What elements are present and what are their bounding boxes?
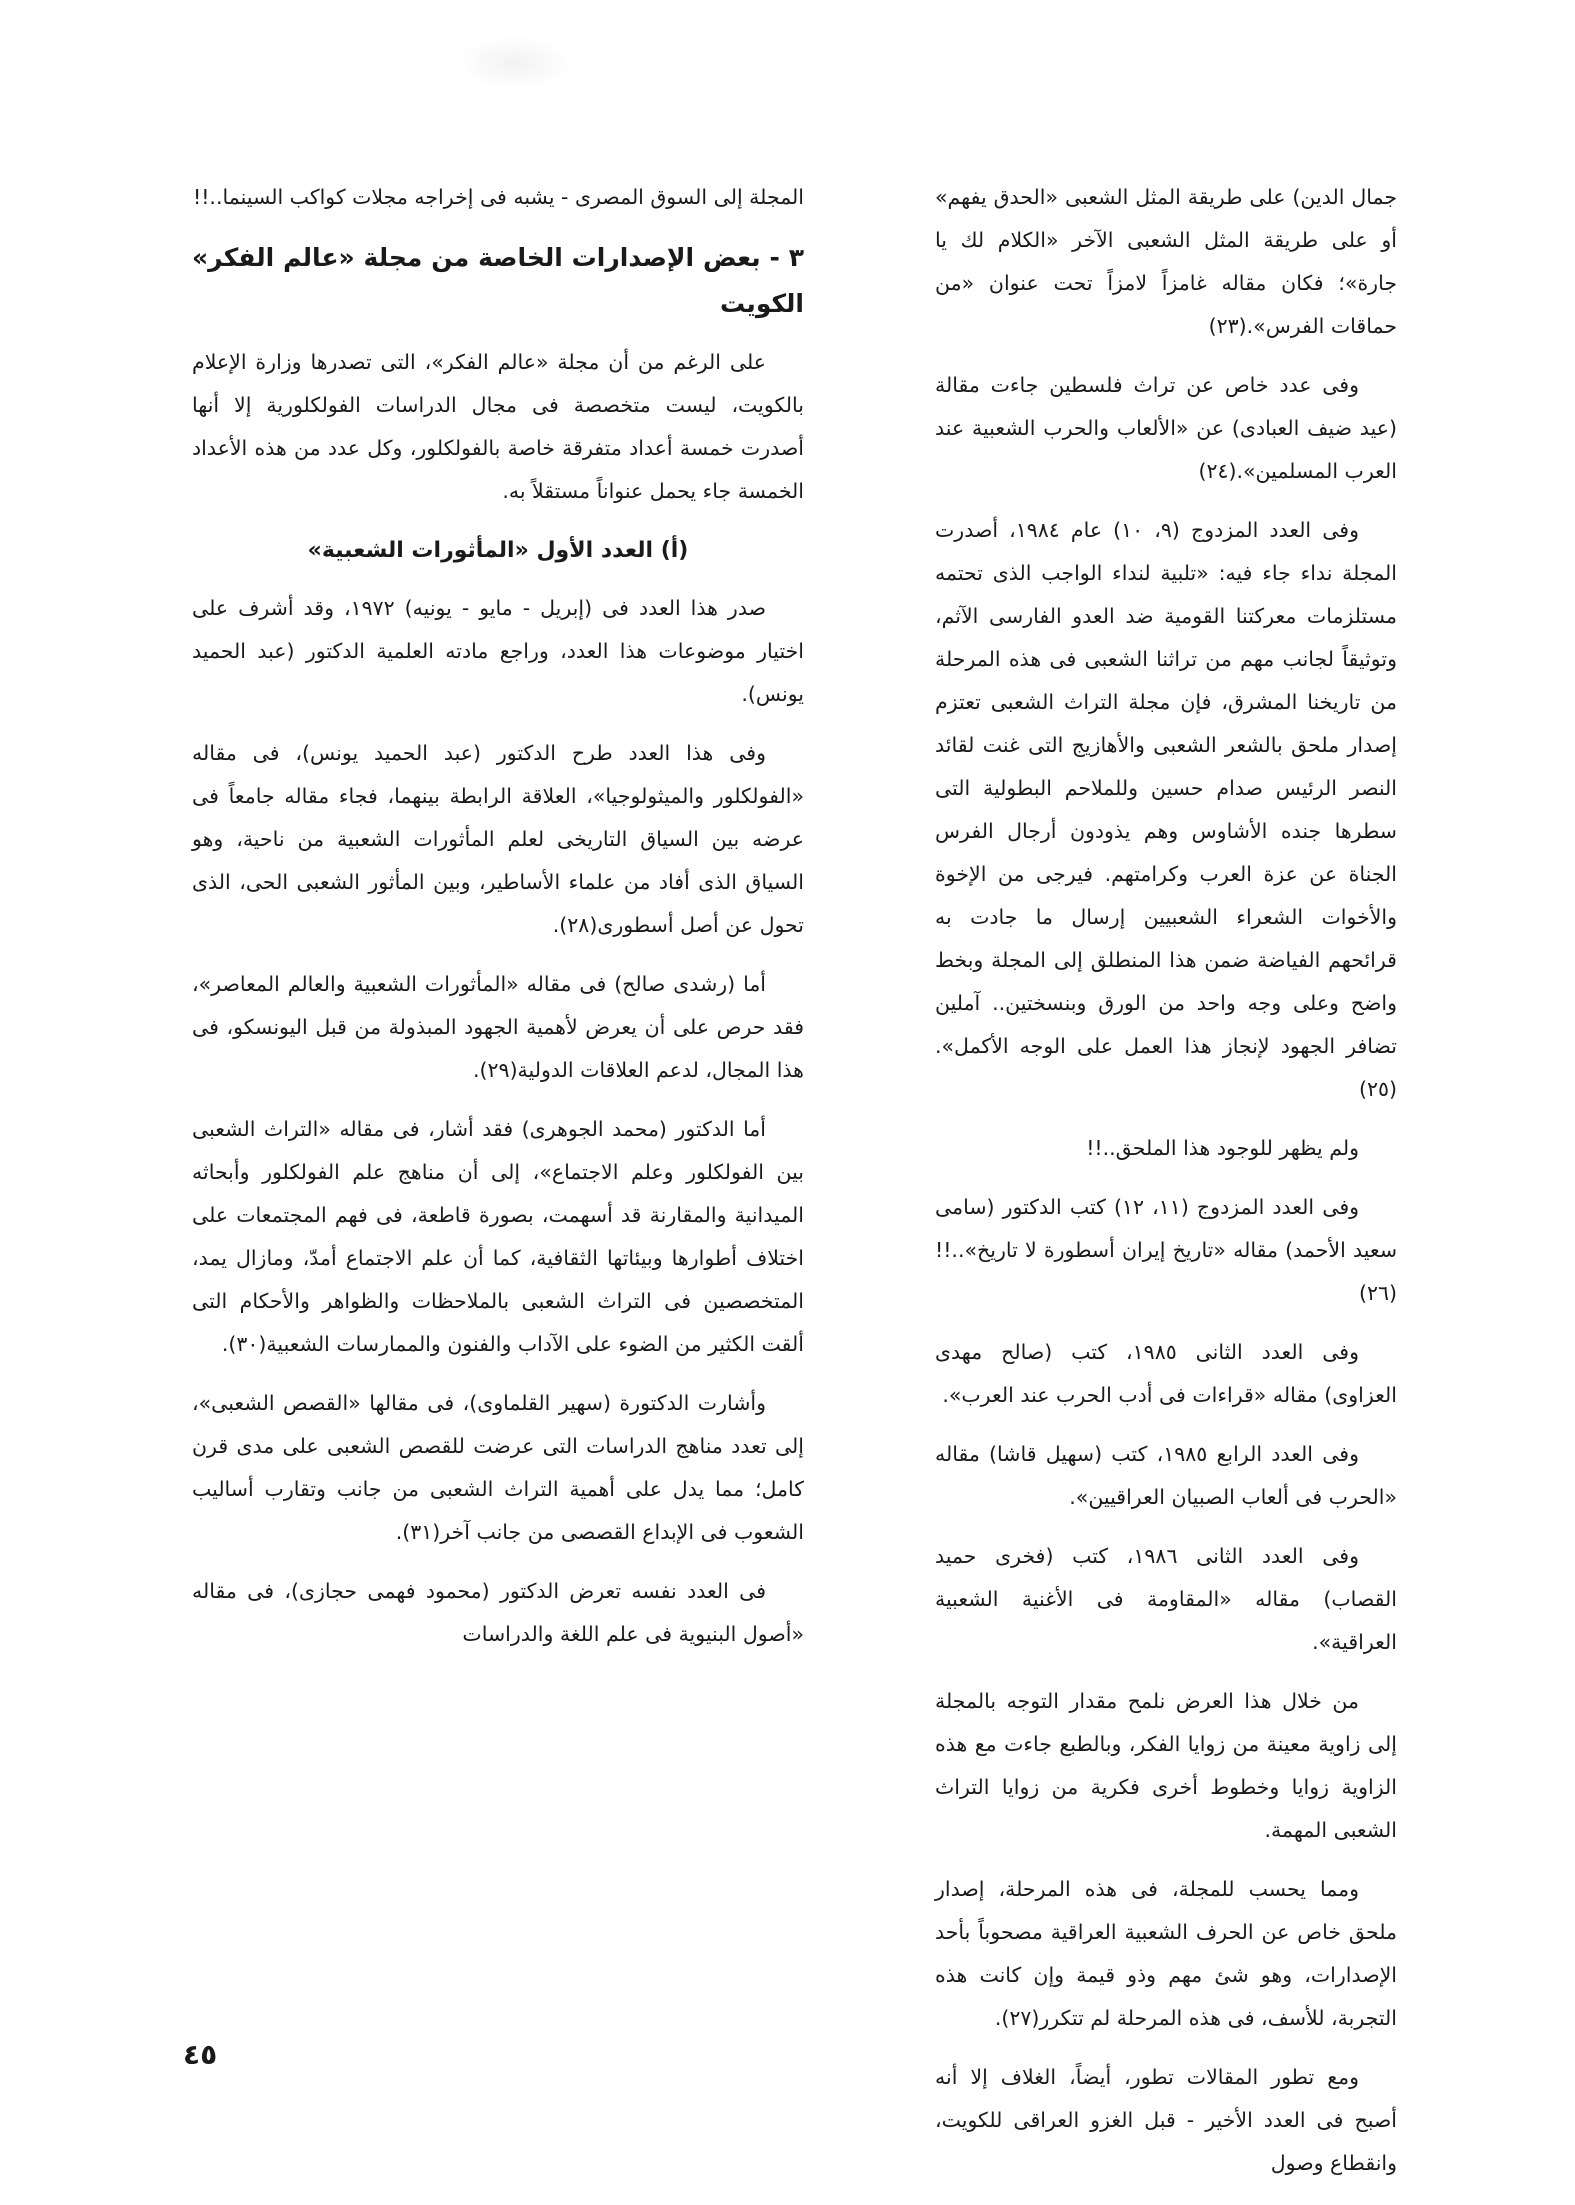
- right-column: [935, 176, 1397, 2201]
- paragraph: ولم يظهر للوجود هذا الملحق..!!: [1086, 1136, 1359, 1160]
- paragraph: وفى العدد الثانى ١٩٨٦، كتب (فخرى حميد القصاب) مقاله «المقاومة فى الأغنية الشعبية العراقية».: [935, 1544, 1397, 1654]
- paragraph: وفى العدد المزدوج (١١، ١٢) كتب الدكتور (سامى سعيد الأحمد) مقاله «تاريخ إيران أسطورة لا تاريخ»..!!(٢٦): [935, 1195, 1397, 1305]
- paragraph: وفى العدد الرابع ١٩٨٥، كتب (سهيل قاشا) مقاله «الحرب فى ألعاب الصبيان العراقيين».: [935, 1442, 1397, 1509]
- left-column: [192, 176, 804, 1672]
- paragraph: من خلال هذا العرض نلمح مقدار التوجه بالمجلة إلى زاوية معينة من زوايا الفكر، وبالطبع جاءت مع هذه الزاوية زوايا وخطوط أخرى فكرية من زوايا التراث الشعبى المهمة.: [935, 1689, 1397, 1842]
- paragraph: ومما يحسب للمجلة، فى هذه المرحلة، إصدار ملحق خاص عن الحرف الشعبية العراقية مصحوباً بأحد الإصدارات، وهو شئ مهم وذو قيمة وإن كانت هذه التجربة، للأسف، فى هذه المرحلة لم تتكرر(٢٧).: [935, 1877, 1397, 2030]
- paragraph: وفى عدد خاص عن تراث فلسطين جاءت مقالة (عيد ضيف العبادى) عن «الألعاب والحرب الشعبية عند العرب المسلمين».(٢٤): [935, 373, 1397, 483]
- sub-heading: (أ) العدد الأول «المأثورات الشعبية»: [307, 538, 689, 563]
- section-heading: ٣ - بعض الإصدارات الخاصة من مجلة «عالم الفكر» الكويت: [192, 243, 804, 318]
- paragraph: أما الدكتور (محمد الجوهرى) فقد أشار، فى مقاله «التراث الشعبى بين الفولكلور وعلم الاجتماع»، إلى أن مناهج علم الفولكلور وأبحاثه الميدانية والمقارنة قد أسهمت، بصورة قاطعة، فى فهم المجتمعات على اختلاف أطوارها وبيئاتها الثقافية، كما أن علم الاجتماع أمدّ، ومازال يمد، المتخصصين فى التراث الشعبى بالملاحظات والظواهر والأحكام التى ألقت الكثير من الضوء على الآداب والفنون والممارسات الشعبية(٣٠).: [192, 1117, 804, 1356]
- paragraph: ومع تطور المقالات تطور، أيضاً، الغلاف إلا أنه أصبح فى العدد الأخير - قبل الغزو العراقى للكويت، وانقطاع وصول: [935, 2065, 1397, 2175]
- page-number: ٤٥: [183, 2038, 218, 2071]
- paragraph: وفى العدد الثانى ١٩٨٥، كتب (صالح مهدى العزاوى) مقاله «قراءات فى أدب الحرب عند العرب».: [935, 1340, 1397, 1407]
- paragraph: على الرغم من أن مجلة «عالم الفكر»، التى تصدرها وزارة الإعلام بالكويت، ليست متخصصة فى مجال الدراسات الفولكلورية إلا أنها أصدرت خمسة أعداد متفرقة خاصة بالفولكلور، وكل عدد من هذه الأعداد الخمسة جاء يحمل عنواناً مستقلاً به.: [192, 350, 804, 503]
- paragraph: صدر هذا العدد فى (إبريل - مايو - يونيه) ١٩٧٢، وقد أشرف على اختيار موضوعات هذا العدد، وراجع مادته العلمية الدكتور (عبد الحميد يونس).: [192, 596, 804, 706]
- paragraph: وأشارت الدكتورة (سهير القلماوى)، فى مقالها «القصص الشعبى»، إلى تعدد مناهج الدراسات التى عرضت للقصص الشعبى على مدى قرن كامل؛ مما يدل على أهمية التراث الشعبى من جانب وتقارب أساليب الشعوب فى الإبداع القصصى من جانب آخر(٣١).: [192, 1391, 804, 1544]
- paragraph: المجلة إلى السوق المصرى - يشبه فى إخراجه مجلات كواكب السينما..!!: [193, 185, 804, 209]
- paragraph: أما (رشدى صالح) فى مقاله «المأثورات الشعبية والعالم المعاصر»، فقد حرص على أن يعرض لأهمية الجهود المبذولة من قبل اليونسكو، فى هذا المجال، لدعم العلاقات الدولية(٢٩).: [192, 972, 804, 1082]
- paragraph: وفى هذا العدد طرح الدكتور (عبد الحميد يونس)، فى مقاله «الفولكلور والميثولوجيا»، العلاقة الرابطة بينهما، فجاء مقاله جامعاً فى عرضه بين السياق التاريخى لعلم المأثورات الشعبية من ناحية، وهو السياق الذى أفاد من علماء الأساطير، وبين المأثور الشعبى الحى، الذى تحول عن أصل أسطورى(٢٨).: [192, 741, 804, 937]
- paragraph: جمال الدين) على طريقة المثل الشعبى «الحدق يفهم» أو على طريقة المثل الشعبى الآخر «الكلام لك يا جارة»؛ فكان مقاله غامزاً لامزاً تحت عنوان «من حماقات الفرس».(٢٣): [935, 185, 1397, 338]
- paragraph: فى العدد نفسه تعرض الدكتور (محمود فهمى حجازى)، فى مقاله «أصول البنيوية فى علم اللغة والدراسات: [192, 1579, 804, 1646]
- scan-smudge: [455, 35, 575, 90]
- paragraph: وفى العدد المزدوج (٩، ١٠) عام ١٩٨٤، أصدرت المجلة نداء جاء فيه: «تلبية لنداء الواجب الذى تحتمه مستلزمات معركتنا القومية ضد العدو الفارسى الآثم، وتوثيقاً لجانب مهم من تراثنا الشعبى فى هذه المرحلة من تاريخنا المشرق، فإن مجلة التراث الشعبى تعتزم إصدار ملحق بالشعر الشعبى والأهازيج التى غنت لقائد النصر الرئيس صدام حسين وللملاحم البطولية التى سطرها جنده الأشاوس وهم يذودون أرجال الفرس الجناة عن عزة العرب وكرامتهم. فيرجى من الإخوة والأخوات الشعراء الشعبيين إرسال ما جادت به قرائحهم الفياضة ضمن هذا المنطلق إلى المجلة وبخط واضح وعلى وجه واحد من الورق وبنسختين.. آملين تضافر الجهود لإنجاز هذا العمل على الوجه الأكمل».(٢٥): [935, 518, 1397, 1101]
